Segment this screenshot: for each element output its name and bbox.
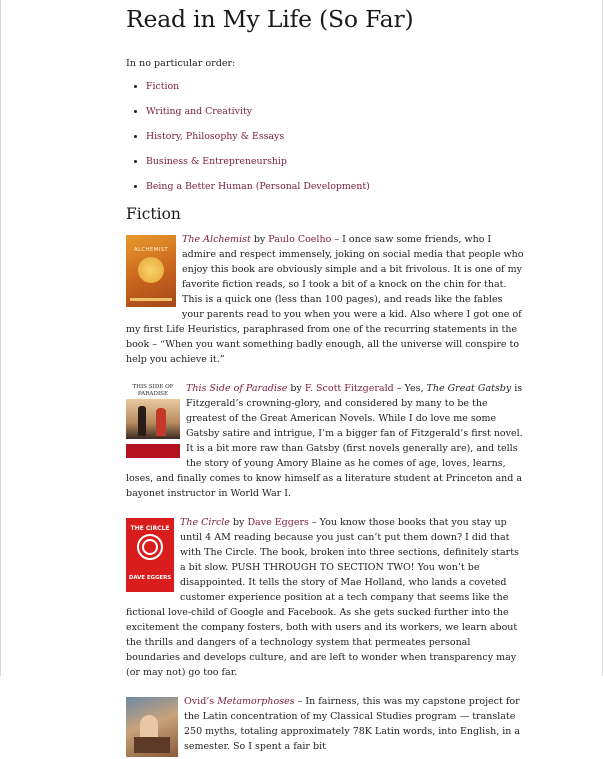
book-cover-metamorphoses[interactable]: [126, 697, 178, 757]
toc-item: [146, 155, 526, 168]
book-description: is Fitzgerald’s crowning-glory, and considered by many to be the greatest of the Great American Novels. While I do love me some Gatsby satire and intrigue, I’m a bigger fan of Fitzgerald’s first novel. It is a bit more raw than Gatsby (first novels generally are), and tells the story of young Amory Blaine as he comes of age, loves, learns, loses, and finally comes to know himself as a literature student at Princeton and a bayonet instructor in World War I.: [126, 383, 523, 499]
book-cover-the-circle[interactable]: [126, 518, 174, 592]
toc-link-business[interactable]: Business & Entrepreneurship: [146, 156, 287, 167]
toc-link-writing[interactable]: Writing and Creativity: [146, 106, 253, 117]
toc-item: [146, 180, 526, 193]
book-reference: The Great Gatsby: [426, 383, 512, 394]
cover-decoration: [130, 298, 172, 301]
figure-illustration: [156, 408, 166, 436]
article: [126, 0, 526, 759]
book-cover-alchemist[interactable]: [126, 235, 176, 307]
cover-title-text: ALCHEMIST: [133, 247, 169, 253]
book-description: – You know those books that you stay up until 4 AM reading because you just can’t put them down? I did that with The Circle. The book, broken into three sections, definitely starts a bit slow. PUSH THROUGH TO SECTION TWO! You won’t be disappointed. It tells the story of Mae Holland, who lands a coveted customer experience position at a tech company that seems like the fictional love-child of Google and Facebook. As she gets sucked further into the excitement the company fosters, both with users and its workers, we learn about the thrills and dangers of a technology system that permeates personal boundaries and develops culture, and are left to wonder when transparency may (or may not) go too far.: [126, 517, 519, 678]
by-text: by: [229, 517, 248, 528]
author-link[interactable]: Dave Eggers: [247, 517, 309, 528]
book-title-link[interactable]: The Circle: [180, 517, 230, 528]
toc-item: [146, 105, 526, 118]
book-entry-the-circle: [126, 515, 526, 680]
toc-item: [146, 80, 526, 93]
book-title-link[interactable]: The Alchemist: [182, 234, 251, 245]
figure-illustration: [134, 737, 170, 753]
cover-artwork: [126, 399, 180, 439]
author-link[interactable]: F. Scott Fitzgerald: [304, 383, 394, 394]
table-of-contents: [126, 80, 526, 193]
author-link[interactable]: Paulo Coelho: [268, 234, 332, 245]
toc-link-history[interactable]: History, Philosophy & Essays: [146, 131, 285, 142]
cover-title-text: THE CIRCLE: [130, 525, 170, 532]
book-title-link[interactable]: Ovid’s Metamorphoses: [184, 696, 295, 707]
cover-band: [126, 444, 180, 458]
figure-illustration: [138, 406, 146, 436]
toc-link-personal-development[interactable]: Being a Better Human (Personal Development): [146, 181, 370, 192]
toc-item: [146, 130, 526, 143]
book-entry-alchemist: [126, 232, 526, 367]
book-cover-this-side-of-paradise[interactable]: [126, 384, 180, 460]
book-description: – I once saw some friends, who I admire and respect immensely, joking on social media that people who enjoy this book are obviously simple and a bit frivolous. It is one of my favorite fiction reads, so I took a bit of a knock on the chin for that. This is a quick one (less than 100 pages), and reads like the fables your parents read to you when you were a kid. Also where I got one of my first Life Heuristics, paraphrased from one of the recurring statements in the book – “When you want something badly enough, all the universe will conspire to help you achieve it.”: [126, 234, 524, 365]
by-text: by: [287, 383, 305, 394]
sun-illustration: [138, 257, 164, 283]
toc-link-fiction[interactable]: Fiction: [146, 81, 180, 92]
intro-text: In no particular order:: [126, 58, 236, 69]
book-entry-metamorphoses: [126, 694, 526, 759]
book-description: – Yes,: [393, 383, 427, 394]
circle-illustration: [142, 539, 158, 555]
book-title-link[interactable]: This Side of Paradise: [186, 383, 288, 394]
by-text: by: [250, 234, 269, 245]
page-left-border: [0, 0, 1, 676]
cover-author-text: DAVE EGGERS: [128, 575, 172, 581]
section-heading-fiction: Fiction: [126, 205, 181, 223]
page-title: Read in My Life (So Far): [126, 5, 414, 33]
book-entry-this-side-of-paradise: [126, 381, 526, 501]
book-description: – In fairness, this was my capstone project for the Latin concentration of my Classical Studies program — translate 250 myths, totaling approximately 78K Latin words, into English, in a semester. So I spent a fair bit: [184, 696, 521, 752]
cover-title-text: THIS SIDE OF PARADISE: [132, 384, 174, 397]
